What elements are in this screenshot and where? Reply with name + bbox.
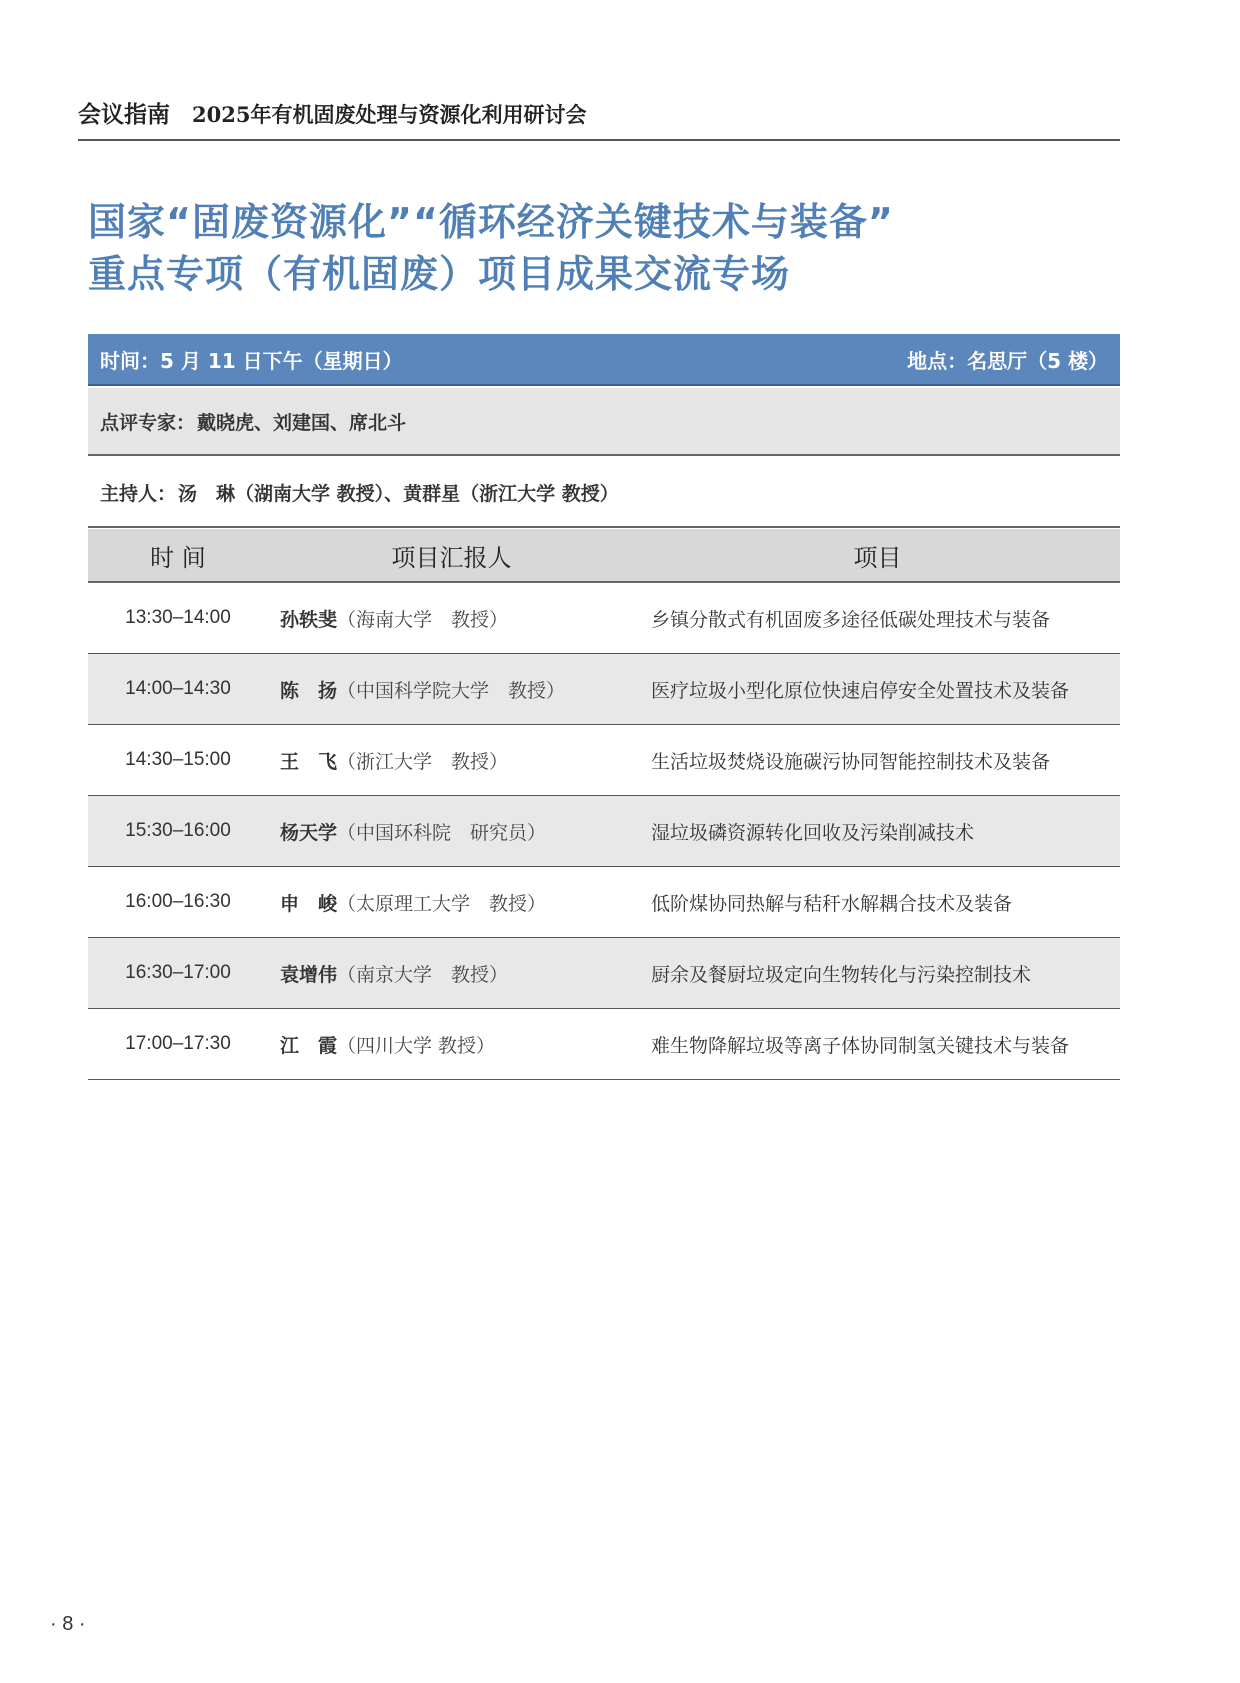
hosts-row: [88, 458, 1120, 528]
row-presenter: [268, 654, 635, 725]
presenter-name: 江 霞: [280, 1034, 338, 1057]
presenter-name: 袁增伟: [280, 963, 338, 986]
presenter-affiliation: （太原理工大学 教授）: [337, 892, 547, 915]
session-time: 时间：5 月 11 日下午（星期日）: [100, 348, 403, 373]
table-row: [88, 582, 1120, 654]
presenter-name: 王 飞: [280, 750, 338, 773]
page-title: [88, 196, 1128, 300]
row-project: 低阶煤协同热解与秸秆水解耦合技术及装备: [635, 867, 1120, 938]
row-project: 湿垃圾磷资源转化回收及污染削减技术: [635, 796, 1120, 867]
row-time: 17:00–17:30: [88, 1009, 268, 1080]
conference-name: 2025年有机固废处理与资源化利用研讨会: [192, 102, 587, 127]
presenter-affiliation: （海南大学 教授）: [337, 608, 509, 631]
table-row: [88, 1009, 1120, 1080]
title-line-1: 国家“固废资源化”“循环经济关键技术与装备”: [88, 200, 894, 244]
table-row: [88, 654, 1120, 725]
row-time: 14:30–15:00: [88, 725, 268, 796]
title-line-2: 重点专项（有机固废）项目成果交流专场: [88, 252, 791, 296]
table-row: [88, 725, 1120, 796]
row-presenter: [268, 796, 635, 867]
hosts-names: 汤 琳（湖南大学 教授）、黄群星（浙江大学 教授）: [178, 482, 619, 505]
row-presenter: [268, 938, 635, 1009]
row-presenter: [268, 582, 635, 654]
presenter-name: 申 峻: [280, 892, 338, 915]
reviewers-label: 点评专家：: [100, 411, 196, 434]
row-project: 难生物降解垃圾等离子体协同制氢关键技术与装备: [635, 1009, 1120, 1080]
schedule-table: [88, 529, 1120, 1080]
row-project: 医疗垃圾小型化原位快速启停安全处置技术及装备: [635, 654, 1120, 725]
row-time: 16:00–16:30: [88, 867, 268, 938]
table-row: [88, 938, 1120, 1009]
header-divider: [78, 139, 1120, 141]
row-project: 生活垃圾焚烧设施碳污协同智能控制技术及装备: [635, 725, 1120, 796]
presenter-affiliation: （浙江大学 教授）: [337, 750, 509, 773]
section-name: 会议指南: [78, 101, 170, 128]
presenter-name: 杨天学: [280, 821, 338, 844]
row-time: 15:30–16:00: [88, 796, 268, 867]
running-header: [78, 96, 1118, 129]
table-row: [88, 796, 1120, 867]
table-header-row: [88, 529, 1120, 582]
presenter-affiliation: （四川大学 教授）: [337, 1034, 496, 1057]
row-presenter: [268, 867, 635, 938]
row-project: 厨余及餐厨垃圾定向生物转化与污染控制技术: [635, 938, 1120, 1009]
presenter-affiliation: （南京大学 教授）: [337, 963, 509, 986]
row-time: 14:00–14:30: [88, 654, 268, 725]
presenter-affiliation: （中国环科院 研究员）: [337, 821, 547, 844]
row-presenter: [268, 725, 635, 796]
presenter-name: 陈 扬: [280, 679, 338, 702]
session-venue: 地点：名思厅（5 楼）: [907, 348, 1108, 373]
page-number: · 8 ·: [50, 1613, 86, 1635]
row-project: 乡镇分散式有机固废多途径低碳处理技术与装备: [635, 582, 1120, 654]
header-time: 时 间: [88, 529, 268, 582]
hosts-label: 主持人：: [100, 482, 177, 505]
reviewers-names: 戴晓虎、刘建国、席北斗: [197, 411, 407, 434]
row-time: 16:30–17:00: [88, 938, 268, 1009]
presenter-name: 孙轶斐: [280, 608, 338, 631]
presenter-affiliation: （中国科学院大学 教授）: [337, 679, 566, 702]
table-row: [88, 867, 1120, 938]
session-info-bar: [88, 334, 1120, 386]
header-project: 项目: [635, 529, 1120, 582]
reviewers-row: [88, 388, 1120, 456]
header-presenter: 项目汇报人: [268, 529, 635, 582]
row-time: 13:30–14:00: [88, 582, 268, 654]
row-presenter: [268, 1009, 635, 1080]
